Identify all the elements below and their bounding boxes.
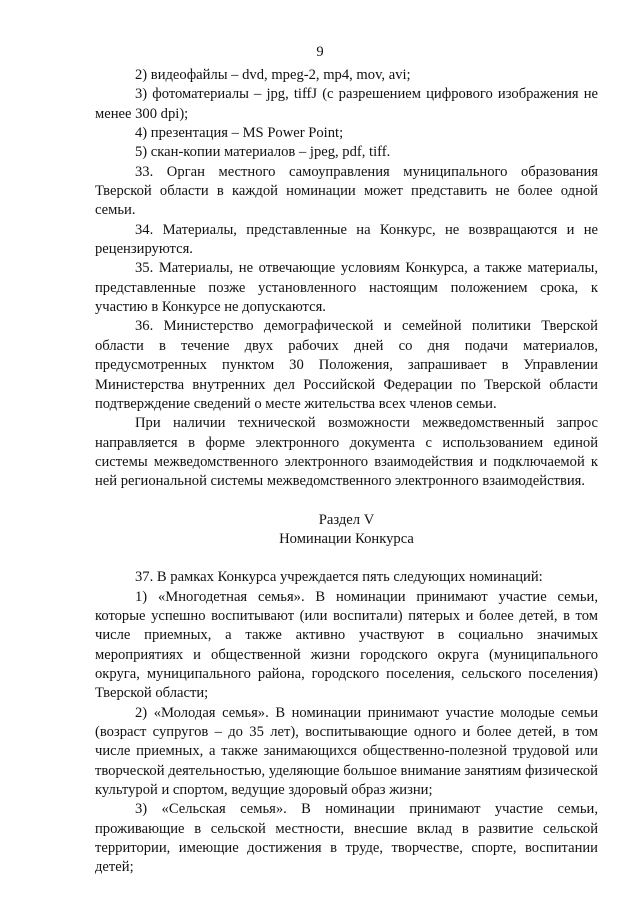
paragraph: 2) видеофайлы – dvd, mpeg-2, mp4, mov, avi; (135, 67, 411, 83)
paragraph: 3) фотоматериалы – jpg, tiffJ (с разрешением цифрового изображения не менее 300 dpi); (95, 86, 598, 122)
document-body (95, 66, 598, 878)
paragraph: 33. Орган местного самоуправления муниципального образования Тверской области в каждой номинации может представить не более одной семьи. (95, 163, 598, 219)
paragraph: 3) «Сельская семья». В номинации принимают участие семьи, проживающие в сельской местности, внесшие вклад в развитие сельской территории, имеющие достижения в труде, творчестве, спорте, воспитании детей; (95, 801, 598, 876)
paragraph: 5) скан-копии материалов – jpeg, pdf, tiff. (135, 144, 391, 161)
paragraph: 34. Материалы, представленные на Конкурс, не возвращаются и не рецензируются. (95, 221, 598, 258)
paragraph: 2) «Молодая семья». В номинации принимают участие молодые семьи (возраст супругов – до 35 лет), воспитывающие одного и более детей, в том числе приемных, а также занимающихся общественно-полезной трудовой или творческой деятельностью, уделяющие большое внимание занятиям физической культурой и спортом, ведущие здоровый образ жизни; (95, 704, 598, 799)
paragraph: При наличии технической возможности межведомственный запрос направляется в форме электронного документа с использованием единой системы межведомственного электронного взаимодействия и подключаемой к ней региональной системы межведомственного электронного взаимодействия. (95, 415, 598, 490)
section-subtitle: Номинации Конкурса (279, 530, 414, 547)
paragraph: 1) «Многодетная семья». В номинации принимают участие семьи, которые успешно воспитывают (или воспитали) пятерых и более детей, в том числе приемных, а также активно участвуют в социально значимых мероприятиях и общественной жизни городского округа (муниципального округа, муниципального района, городского поселения, сельского поселения) Тверской области; (95, 588, 598, 702)
paragraph: 4) презентация – MS Power Point; (135, 125, 344, 142)
section-title: Раздел V (318, 511, 375, 528)
paragraph: 36. Министерство демографической и семейной политики Тверской области в течение двух рабочих дней со дня подачи материалов, предусмотренных пунктом 30 Положения, запрашивает в Управлении Министерства внутренних дел Российской Федерации по Тверской области подтверждение сведений о месте жительства всех членов семьи. (95, 318, 598, 412)
page-number: 9 (316, 44, 324, 60)
paragraph: 35. Материалы, не отвечающие условиям Конкурса, а также материалы, представленные позже установленного настоящим положением срока, к участию в Конкурсе не допускаются. (95, 260, 598, 316)
paragraph: 37. В рамках Конкурса учреждается пять следующих номинаций: (135, 569, 543, 586)
